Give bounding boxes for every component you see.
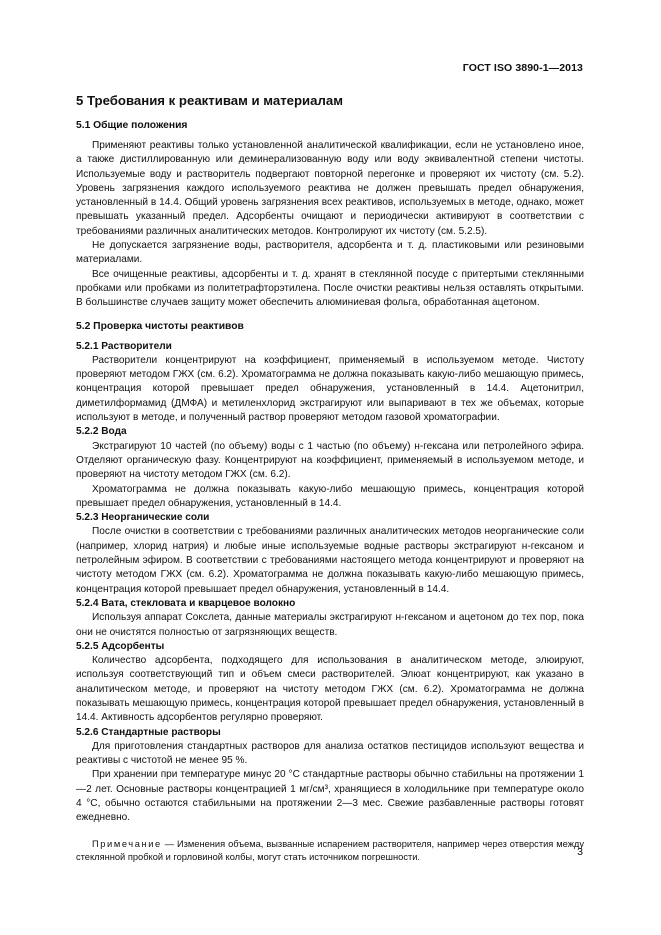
section-5-title: 5 Требования к реактивам и материалам bbox=[76, 93, 343, 108]
section-5-2-5-title: 5.2.5 Адсорбенты bbox=[76, 640, 165, 652]
section-5-2-2-paragraph-1: Экстрагируют 10 частей (по объему) воды с 1 частью (по объему) н-гексана или петролейного эфира. Отделяют органическую фазу. Концентрируют на коэффициент, применяемый в используемом методе, и проверяют на чистоту методом ГЖХ (см. 6.2). bbox=[76, 440, 584, 481]
section-5-2-1-paragraph-1: Растворители концентрируют на коэффициент, применяемый в используемом методе. Чистоту проверяют методом ГЖХ (см. 6.2). Хроматограмма не должна показывать какую-либо мешающую примесь, концентрация которой превышает предел обнаружения, установленный в 14.4. Ацетонитрил, диметилформамид (ДМФА) и метиленхлорид экстрагируют или выпаривают в тех же объемах, которые используют в методе, и полученный раствор проверяют методом газовой хроматографии. bbox=[76, 354, 584, 424]
section-5-1-title: 5.1 Общие положения bbox=[76, 120, 188, 131]
note-label: Примечание bbox=[92, 838, 162, 849]
section-5-2-6-title: 5.2.6 Стандартные растворы bbox=[76, 726, 221, 738]
section-5-2-5-paragraph-1: Количество адсорбента, подходящего для использования в аналитическом методе, элюируют, используя соответствующий тип и объем смеси растворителей. Элюат концентрируют, как указано в аналитическом методе, и проверяют на чистоту методом ГЖХ (см. 6.2). Хроматограмма не должна показывать мешающую примесь, концентрация которой превышает предел обнаружения, установленный в 14.4. Активность адсорбентов регулярно проверяют. bbox=[76, 655, 584, 724]
document-body bbox=[76, 93, 584, 864]
section-5-2-1-title: 5.2.1 Растворители bbox=[76, 340, 172, 352]
section-5-2-title: 5.2 Проверка чистоты реактивов bbox=[76, 320, 244, 332]
page-number: 3 bbox=[577, 846, 583, 858]
note-text: — Изменения объема, вызванные испарением растворителя, например через отверстия между стеклянной пробкой и горловиной колбы, могут стать источником погрешности. bbox=[76, 838, 584, 862]
section-5-2-3-title: 5.2.3 Неорганические соли bbox=[76, 512, 210, 524]
section-5-2-4-title: 5.2.4 Вата, стекловата и кварцевое волокно bbox=[76, 597, 296, 609]
standard-designation: ГОСТ ISO 3890-1—2013 bbox=[462, 62, 583, 74]
section-5-1-paragraph-3: Все очищенные реактивы, адсорбенты и т. д. хранят в стеклянной посуде с притертыми стеклянными пробками или пробками из политетрафторэтилена. После очистки реактивы нельзя оставлять открытыми. В большинстве случаев защиту может обеспечить алюминиевая фольга, обработанная ацетоном. bbox=[76, 268, 584, 309]
note bbox=[76, 838, 584, 864]
section-5-2-6-paragraph-2: При хранении при температуре минус 20 °С стандартные растворы обычно стабильны на протяжении 1—2 лет. Основные растворы концентрацией 1 мг/см³, хранящиеся в холодильнике при температуре около 4 °С, обычно остаются стабильными на протяжении 2—3 мес. Свежие разбавленные растворы готовят ежедневно. bbox=[76, 769, 584, 824]
section-5-2-4-paragraph-1: Используя аппарат Сокслета, данные материалы экстрагируют н-гексаном и ацетоном до тех пор, пока они не очистятся полностью от загрязняющих веществ. bbox=[76, 612, 584, 638]
section-5-1-paragraph-1: Применяют реактивы только установленной аналитической квалификации, если не установлено иное, а также дистиллированную или деминерализованную воду или воду эквивалентной степени чистоты. Используемые воду и растворитель подвергают повторной перегонке и проверяют их чистоту (см. 5.2). Уровень загрязнения каждого используемого реактива не должен превышать предел обнаружения, установленный в 14.4. Общий уровень загрязнения всех реактивов, используемых в методе, однако, может превышать указанный предел. Адсорбенты очищают и периодически активируют в соответствии с требованиями различных аналитических методов. Контролируют их чистоту (см. 5.2.5). bbox=[76, 140, 584, 237]
section-5-2-2-title: 5.2.2 Вода bbox=[76, 426, 127, 438]
section-5-2-3-paragraph-1: После очистки в соответствии с требованиями различных аналитических методов неорганические соли (например, хлорид натрия) и любые иные используемые водные растворы экстрагируют н-гексаном и петролейным эфиром. В соответствии с требованиями настоящего метода концентрируют и проверяют на чистоту методом ГЖХ (см. 6.2). Хроматограмма не должна показывать какую-либо мешающую примесь, концентрация которой превышает предел обнаружения, установленный в 14.4. bbox=[76, 526, 584, 595]
section-5-2-2-paragraph-2: Хроматограмма не должна показывать какую-либо мешающую примесь, концентрация которой превышает предел обнаружения, установленный в 14.4. bbox=[76, 483, 584, 509]
section-5-2-6-paragraph-1: Для приготовления стандартных растворов для анализа остатков пестицидов используют вещества и реактивы с чистотой не менее 95 %. bbox=[76, 740, 584, 767]
section-5-1-paragraph-2: Не допускается загрязнение воды, растворителя, адсорбента и т. д. пластиковыми или резиновыми материалами. bbox=[76, 240, 584, 266]
